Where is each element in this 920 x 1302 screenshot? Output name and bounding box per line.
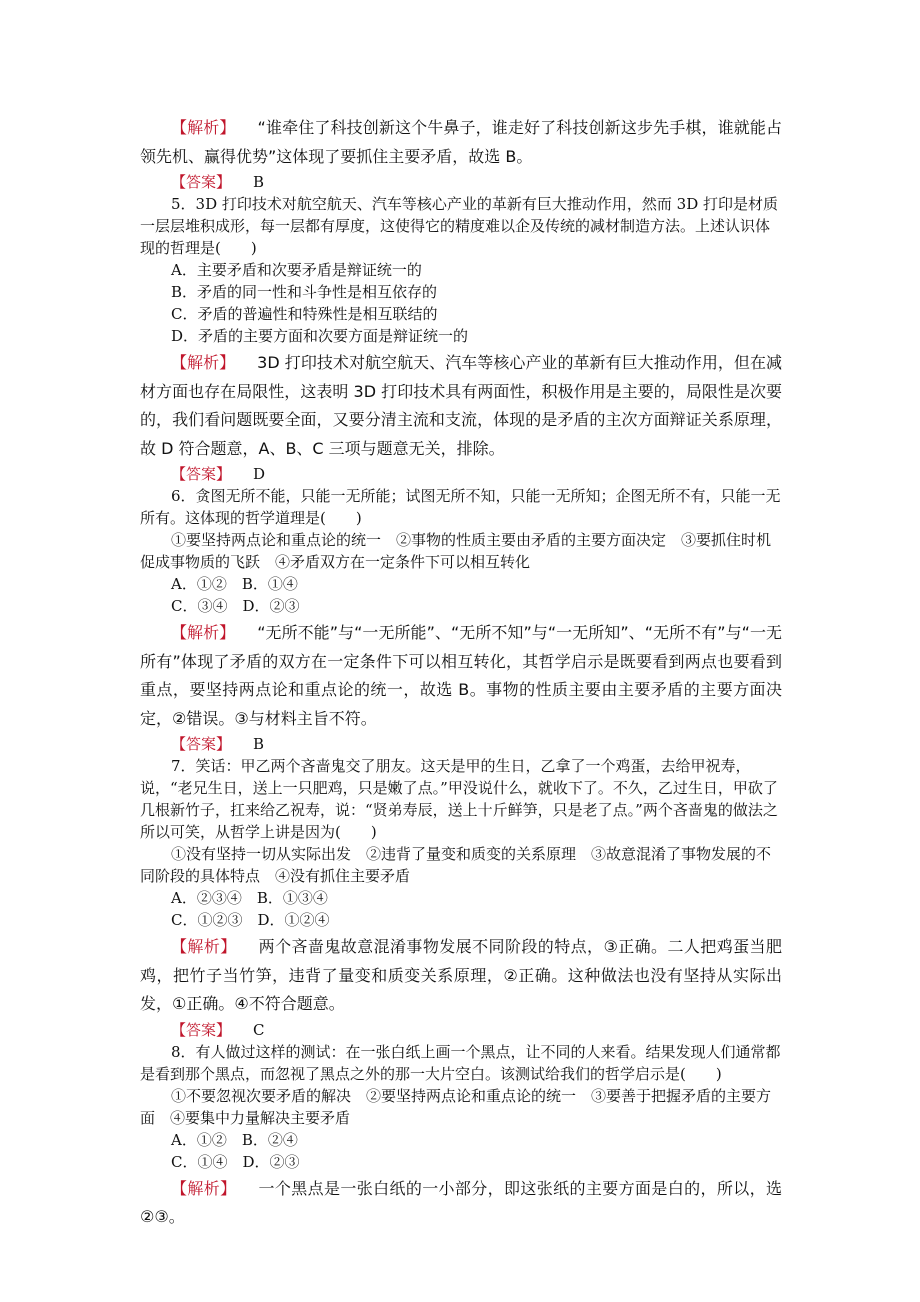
answer-line (140, 171, 782, 193)
question-6-options-row-2: C．③④ D．②③ (171, 597, 300, 615)
answer-tag: 【答案】 (171, 173, 232, 191)
question-8-stem: 8．有人做过这样的测试：在一张白纸上画一个黑点，让不同的人来看。结果发现人们通常都是看到那个黑点，而忽视了黑点之外的那一大片空白。该测试给我们的哲学启示是( ) (140, 1042, 781, 1083)
question-7-options-row-1: A．②③④ B．①③④ (171, 889, 328, 907)
analysis-paragraph (140, 1175, 782, 1232)
analysis-tag: 【解析】 (171, 623, 236, 642)
question-6-stem: 6．贪图无所不能，只能一无所能；试图无所不知，只能一无所知；企图无所不有，只能一无所有。这体现的哲学道理是( ) (140, 487, 781, 527)
document-page (140, 112, 782, 1232)
analysis-text: “谁牵住了科技创新这个牛鼻子，谁走好了科技创新这步先手棋，谁就能占领先机、赢得优势”这体现了要抓住主要矛盾，故选 B。 (140, 118, 782, 166)
answer-value: B (253, 735, 265, 753)
question-7-statements: ①没有坚持一切从实际出发 ②违背了量变和质变的关系原理 ③故意混淆了事物发展的不同阶段的具体特点 ④没有抓住主要矛盾 (140, 845, 772, 885)
analysis-tag: 【解析】 (171, 1178, 237, 1198)
analysis-text: 一个黑点是一张白纸的一小部分，即这张纸的主要方面是白的，所以，选②③。 (140, 1178, 782, 1226)
analysis-text: 3D 打印技术对航空航天、汽车等核心产业的革新有巨大推动作用，但在减材方面也存在局限性，这表明 3D 打印技术具有两面性，积极作用是主要的，局限性是次要的，我们看问题既要全面，又要分清主流和支流，体现的是矛盾的主次方面辩证关系原理，故 D 符合题意，A、B、C 三项与题意无关，排除。 (140, 353, 782, 458)
answer-line (140, 463, 782, 485)
question-5-stem: 5．3D 打印技术对航空航天、汽车等核心产业的革新有巨大推动作用，然而 3D 打印是材质一层层堆积成形，每一层都有厚度，这使得它的精度难以企及传统的减材制造方法。上述认识体现的哲理是( ) (140, 195, 778, 257)
analysis-paragraph (140, 619, 782, 733)
answer-value: D (253, 465, 266, 483)
answer-tag: 【答案】 (171, 1020, 232, 1039)
question-5-option-b: B．矛盾的同一性和斗争性是相互依存的 (171, 283, 438, 301)
answer-line (140, 733, 782, 755)
analysis-paragraph (140, 114, 782, 171)
question-6-options-row-1: A．①② B．①④ (171, 575, 298, 593)
answer-tag: 【答案】 (171, 735, 232, 753)
question-5-option-a: A．主要矛盾和次要矛盾是辩证统一的 (171, 261, 422, 279)
analysis-text: “无所不能”与“一无所能”、“无所不知”与“一无所知”、“无所不有”与“一无所有”体现了矛盾的双方在一定条件下可以相互转化，其哲学启示是既要看到两点也要看到重点，要坚持两点论和重点论的统一，故选 B。事物的性质主要由主要矛盾的主要方面决定，②错误。③与材料主旨不符。 (140, 623, 782, 728)
analysis-paragraph (140, 933, 782, 1019)
analysis-text: 两个吝啬鬼故意混淆事物发展不同阶段的特点，③正确。二人把鸡蛋当肥鸡，把竹子当竹笋，违背了量变和质变关系原理，②正确。这种做法也没有坚持从实际出发，①正确。④不符合题意。 (140, 937, 782, 1013)
answer-value: B (253, 173, 265, 191)
analysis-tag: 【解析】 (171, 353, 236, 372)
answer-tag: 【答案】 (171, 465, 232, 483)
question-5-option-c: C．矛盾的普遍性和特殊性是相互联结的 (171, 305, 438, 323)
question-6-statements: ①要坚持两点论和重点论的统一 ②事物的性质主要由矛盾的主要方面决定 ③要抓住时机促成事物质的飞跃 ④矛盾双方在一定条件下可以相互转化 (140, 531, 772, 571)
analysis-tag: 【解析】 (171, 937, 237, 956)
question-8-options-row-2: C．①④ D．②③ (171, 1152, 300, 1171)
answer-line (140, 1019, 782, 1041)
question-8-options-row-1: A．①② B．②④ (171, 1130, 298, 1149)
analysis-tag: 【解析】 (171, 118, 236, 137)
question-7-stem: 7．笑话：甲乙两个吝啬鬼交了朋友。这天是甲的生日，乙拿了一个鸡蛋，去给甲祝寿，说，“老兄生日，送上一只肥鸡，只是嫩了点。”甲没说什么，就收下了。不久，乙过生日，甲砍了几根新竹子，扛来给乙祝寿，说：“贤弟寿辰，送上十斤鲜笋，只是老了点。”两个吝啬鬼的做法之所以可笑，从哲学上讲是因为( ) (140, 757, 778, 841)
question-8-statements: ①不要忽视次要矛盾的解决 ②要坚持两点论和重点论的统一 ③要善于把握矛盾的主要方面 ④要集中力量解决主要矛盾 (140, 1086, 772, 1127)
question-7-options-row-2: C．①②③ D．①②④ (171, 911, 330, 929)
question-5-option-d: D．矛盾的主要方面和次要方面是辩证统一的 (171, 327, 469, 345)
analysis-paragraph (140, 349, 782, 463)
answer-value: C (253, 1020, 265, 1039)
